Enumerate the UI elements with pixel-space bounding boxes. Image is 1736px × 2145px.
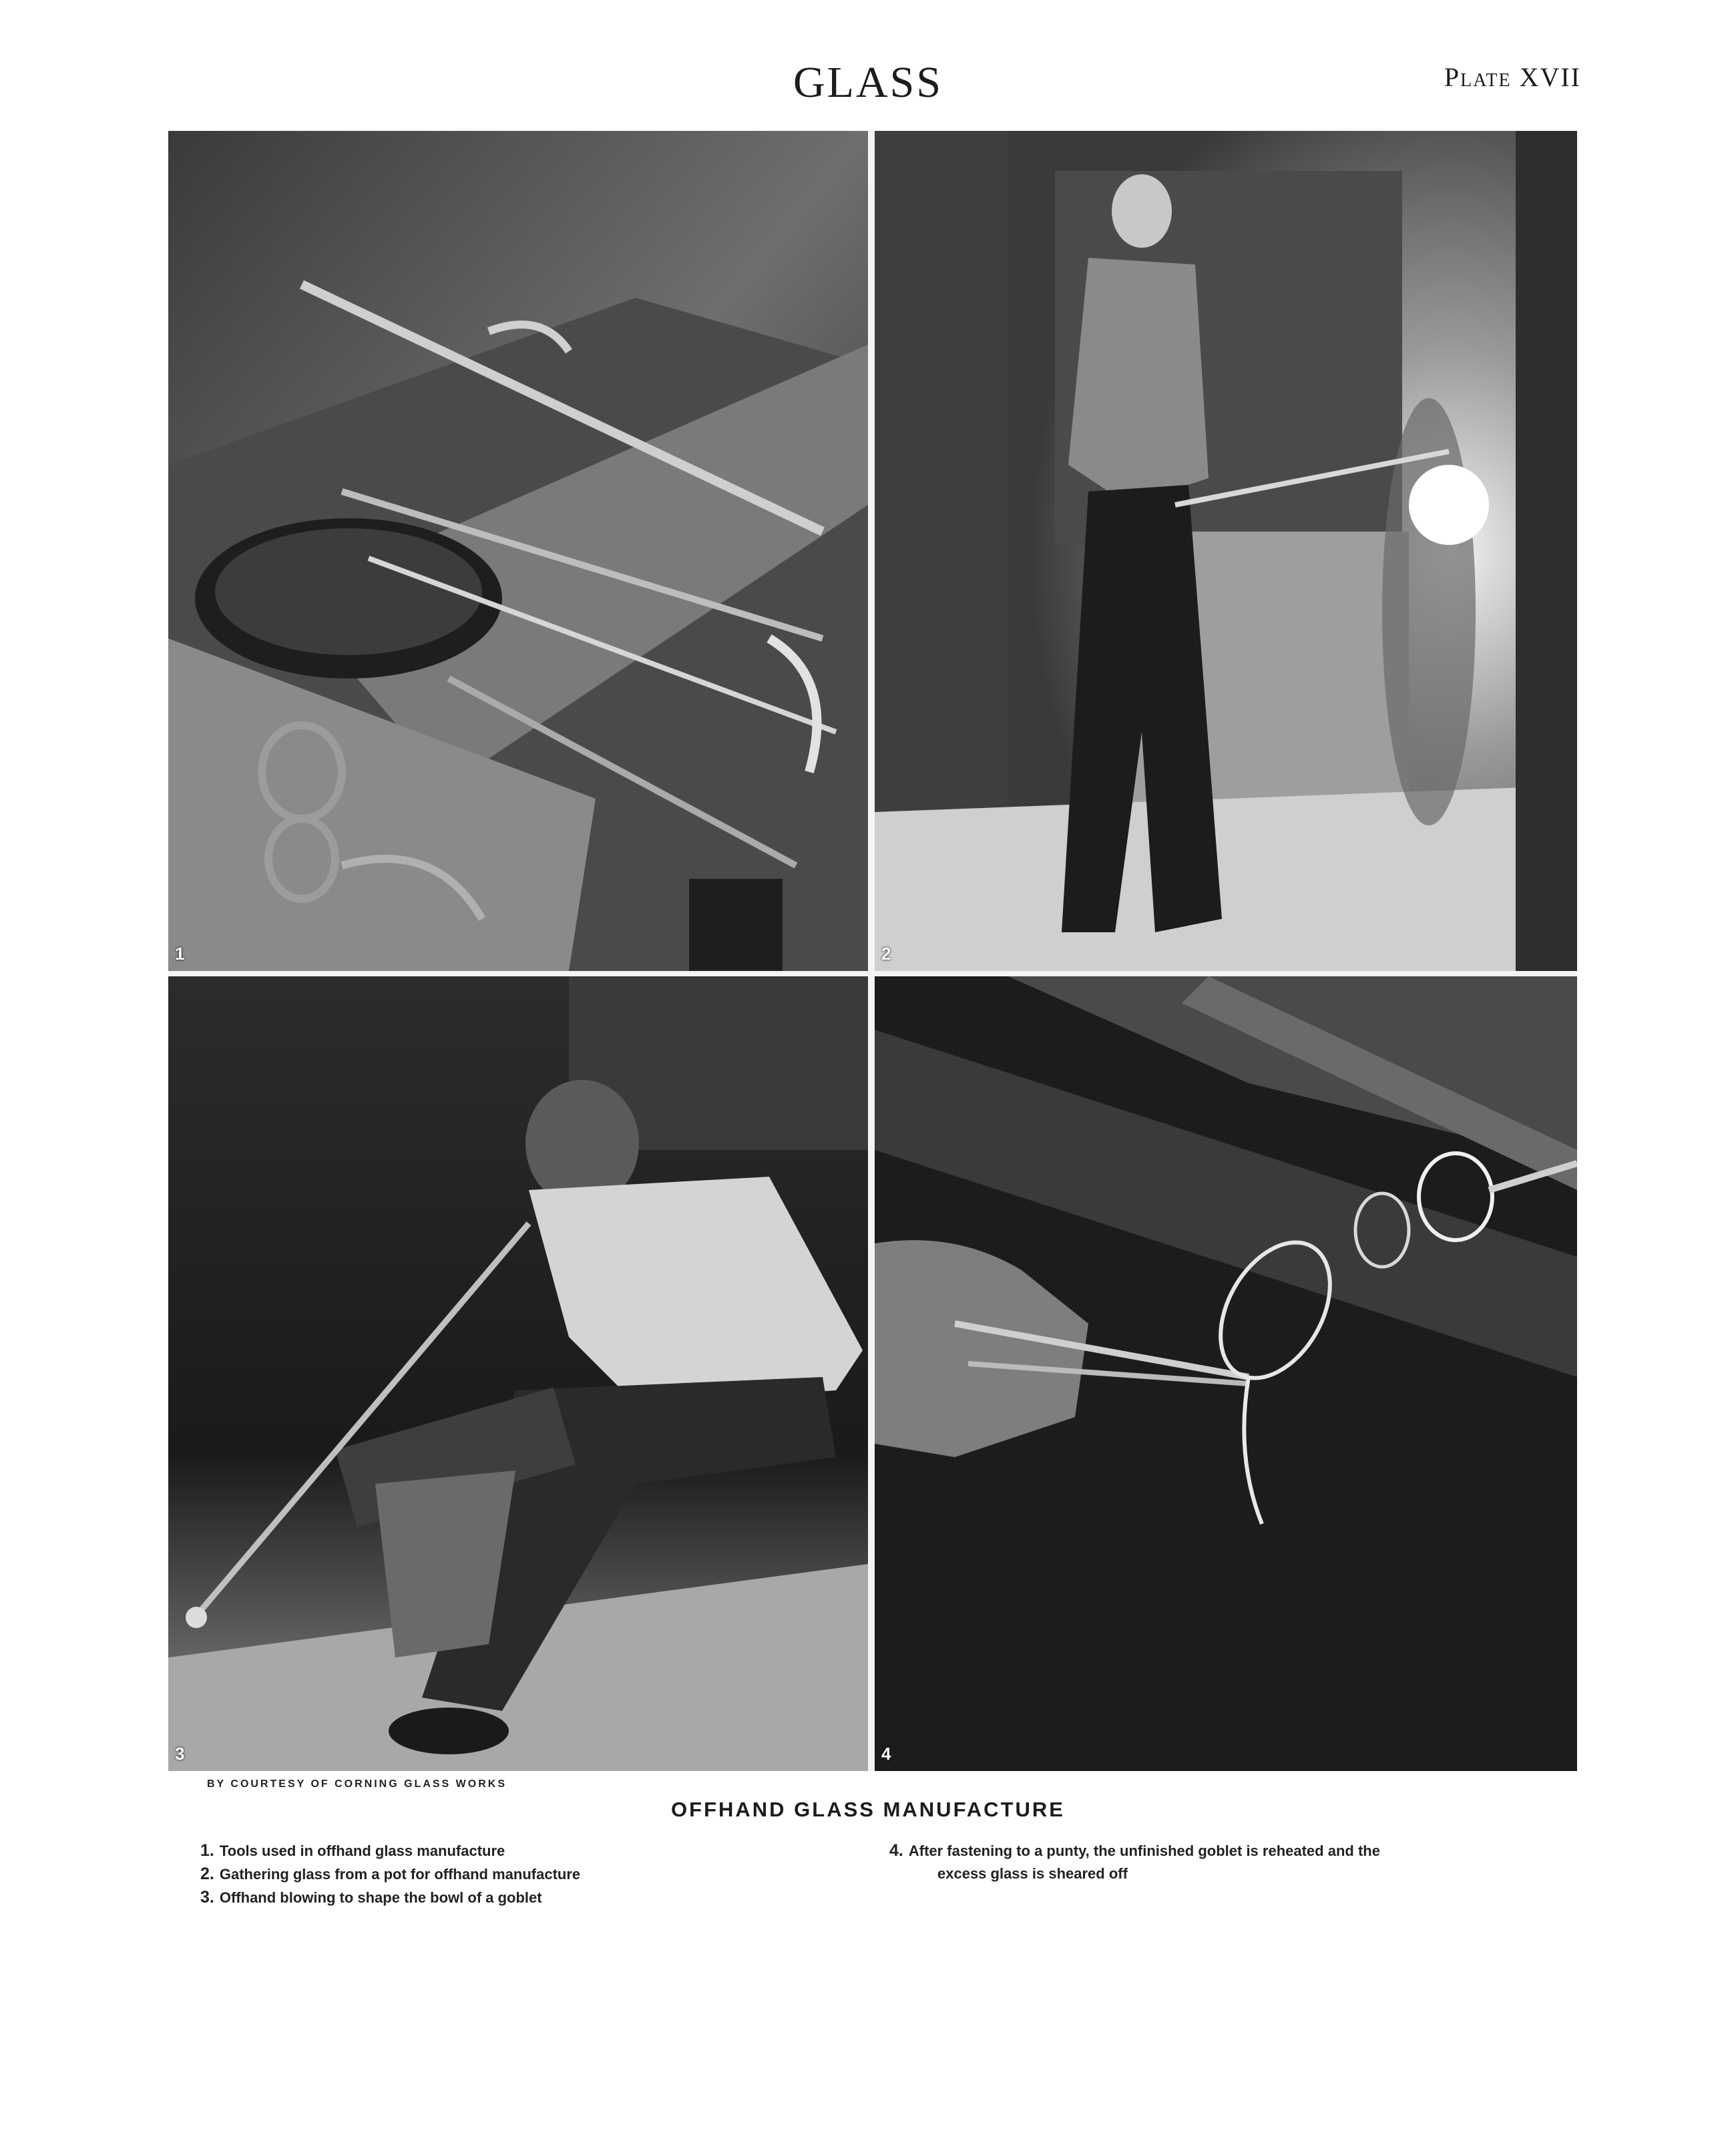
photo-number: 4 [881, 1744, 891, 1764]
caption-item [889, 1839, 1557, 1885]
photo-blowing [168, 976, 868, 1771]
photo-tools-illustration [168, 131, 868, 971]
caption-list-left [200, 1839, 868, 1909]
photo-number: 2 [881, 944, 891, 964]
caption-number: 2. [200, 1865, 214, 1883]
photo-blowing-illustration [168, 976, 868, 1771]
caption-text: Offhand blowing to shape the bowl of a goblet [219, 1889, 542, 1906]
photo-number: 3 [175, 1744, 185, 1764]
photo-gathering-illustration [875, 131, 1577, 971]
caption-text: Tools used in offhand glass manufacture [219, 1842, 505, 1859]
photo-grid [168, 131, 1577, 1771]
caption-number: 1. [200, 1841, 214, 1860]
caption-item [200, 1886, 868, 1909]
caption-number: 3. [200, 1888, 214, 1907]
plate-number: Plate XVII [1444, 62, 1581, 92]
photo-number: 1 [175, 944, 185, 964]
caption-number: 4. [889, 1841, 903, 1860]
caption-text: After fastening to a punty, the unfinished goblet is reheated and the [908, 1842, 1380, 1859]
caption-list-right [889, 1839, 1557, 1885]
caption-item [200, 1863, 868, 1886]
photo-tools [168, 131, 868, 971]
photo-shearing [875, 976, 1577, 1771]
caption-item [200, 1839, 868, 1863]
photo-gathering [875, 131, 1577, 971]
photo-shearing-illustration [875, 976, 1577, 1771]
caption-text-continued: excess glass is sheared off [937, 1865, 1128, 1882]
caption-text: Gathering glass from a pot for offhand manufacture [219, 1866, 581, 1883]
photo-credit: BY COURTESY OF CORNING GLASS WORKS [207, 1778, 507, 1790]
page-title: GLASS [793, 58, 943, 107]
caption-title: OFFHAND GLASS MANUFACTURE [671, 1798, 1065, 1821]
